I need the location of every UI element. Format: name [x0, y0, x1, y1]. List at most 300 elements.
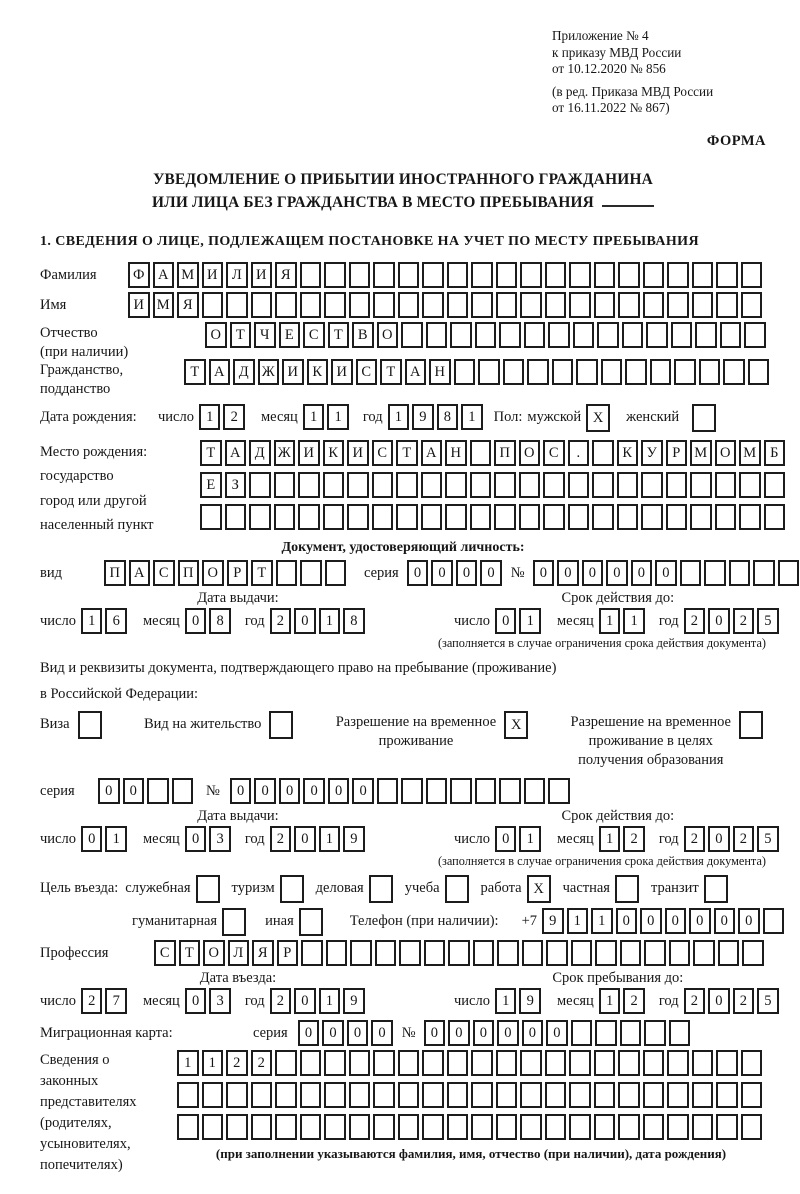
- char-box: [251, 292, 273, 318]
- purpose-private: [563, 875, 642, 903]
- purpose-work-checkbox[interactable]: [527, 875, 554, 903]
- char-box: [748, 359, 770, 385]
- char-box: 2: [270, 988, 292, 1014]
- char-box: Л: [226, 262, 248, 288]
- char-box: [622, 322, 644, 348]
- char-box: [520, 1082, 542, 1108]
- entry-month-input[interactable]: [185, 988, 234, 1014]
- id-doc-number-input[interactable]: [533, 560, 800, 586]
- char-box: [716, 292, 738, 318]
- char-box: А: [405, 359, 427, 385]
- temp-residence-edu-label-line2: проживание в целях: [588, 732, 713, 749]
- char-box: [300, 262, 322, 288]
- char-box: [421, 472, 443, 498]
- char-box: С: [154, 940, 176, 966]
- char-box: 2: [733, 988, 755, 1014]
- char-box: [300, 292, 322, 318]
- char-box: 1: [319, 608, 341, 634]
- field-patronymic: [40, 322, 766, 359]
- char-box: 0: [480, 560, 502, 586]
- month-label: месяц: [142, 992, 180, 1009]
- char-box: [373, 1050, 395, 1076]
- purpose-humanitarian-label: гуманитарная: [132, 912, 218, 929]
- char-box: О: [519, 440, 541, 466]
- char-box: [744, 322, 766, 348]
- char-box: [494, 472, 516, 498]
- char-box: [693, 940, 715, 966]
- char-box: Т: [179, 940, 201, 966]
- char-box: [372, 472, 394, 498]
- char-box: [349, 292, 371, 318]
- char-box: 1: [199, 404, 221, 430]
- char-box: [222, 908, 246, 936]
- char-box: [499, 778, 521, 804]
- form-title-line2: [40, 191, 766, 214]
- birthplace-row1-input[interactable]: [200, 440, 788, 466]
- temp-residence-checkbox[interactable]: [504, 711, 531, 739]
- char-box: [445, 504, 467, 530]
- char-box: [475, 322, 497, 348]
- char-box: [527, 359, 549, 385]
- representatives-label-line4: (родителях,: [40, 1114, 112, 1131]
- res-valid-day-input[interactable]: [495, 826, 544, 852]
- id-doc-type-input[interactable]: [104, 560, 349, 586]
- visa-checkbox[interactable]: [78, 711, 105, 739]
- char-box: [594, 1050, 616, 1076]
- char-box: С: [153, 560, 175, 586]
- char-box: [646, 322, 668, 348]
- char-box: И: [331, 359, 353, 385]
- char-box: 0: [606, 560, 628, 586]
- char-box: [300, 1050, 322, 1076]
- res-doc-dates: [40, 807, 772, 852]
- char-box: [324, 1114, 346, 1140]
- char-box: [251, 1082, 273, 1108]
- visa-label: Виза: [40, 715, 70, 732]
- char-box: [471, 1050, 493, 1076]
- char-box: С: [543, 440, 565, 466]
- purpose-official-checkbox[interactable]: [196, 875, 223, 903]
- char-box: [496, 1114, 518, 1140]
- char-box: 0: [279, 778, 301, 804]
- char-box: [369, 875, 393, 903]
- char-box: 0: [533, 560, 555, 586]
- char-box: [545, 262, 567, 288]
- char-box: Т: [396, 440, 418, 466]
- sex-male-checkbox[interactable]: [586, 404, 613, 432]
- purpose-other-label: иная: [265, 912, 294, 929]
- field-purpose-phone: [40, 908, 766, 936]
- char-box: [739, 711, 763, 739]
- purpose-transit: [651, 875, 731, 903]
- purpose-private-checkbox[interactable]: [615, 875, 642, 903]
- purpose-tourism-checkbox[interactable]: [280, 875, 307, 903]
- char-box: [729, 560, 751, 586]
- char-box: [447, 1114, 469, 1140]
- res-doc-series-label: серия: [40, 782, 75, 799]
- char-box: [499, 322, 521, 348]
- char-box: [592, 472, 614, 498]
- char-box: 1: [519, 608, 541, 634]
- char-box: Ж: [258, 359, 280, 385]
- form-title-line1: УВЕДОМЛЕНИЕ О ПРИБЫТИИ ИНОСТРАННОГО ГРАЖДАНИНА: [153, 170, 653, 188]
- char-box: [552, 359, 574, 385]
- char-box: [548, 322, 570, 348]
- char-box: [276, 560, 298, 586]
- purpose-transit-checkbox[interactable]: [704, 875, 731, 903]
- visit-purpose-label: Цель въезда:: [40, 879, 119, 896]
- entry-day-input[interactable]: [81, 988, 130, 1014]
- res-valid-month-input[interactable]: [599, 826, 648, 852]
- char-box: 0: [495, 826, 517, 852]
- char-box: Т: [251, 560, 273, 586]
- char-box: 2: [81, 988, 103, 1014]
- char-box: [349, 262, 371, 288]
- char-box: 0: [546, 1020, 568, 1046]
- char-box: А: [225, 440, 247, 466]
- char-box: 0: [407, 560, 429, 586]
- birthplace-row3-input[interactable]: [200, 504, 788, 530]
- birthplace-label: [40, 440, 200, 538]
- year-label: год: [244, 612, 265, 629]
- char-box: [401, 322, 423, 348]
- char-box: 6: [105, 608, 127, 634]
- birthplace-row2-input[interactable]: [200, 472, 788, 498]
- char-box: И: [251, 262, 273, 288]
- char-box: Н: [445, 440, 467, 466]
- res-issue-day-input[interactable]: [81, 826, 130, 852]
- char-box: [324, 292, 346, 318]
- char-box: [274, 472, 296, 498]
- id-issue-month-input[interactable]: [185, 608, 234, 634]
- char-box: 0: [298, 1020, 320, 1046]
- char-box: [470, 504, 492, 530]
- id-doc-series-input[interactable]: [407, 560, 505, 586]
- purpose-tourism-label: туризм: [231, 879, 275, 896]
- purpose-humanitarian-checkbox[interactable]: [222, 908, 249, 936]
- char-box: О: [715, 440, 737, 466]
- id-issue-year-input[interactable]: [270, 608, 368, 634]
- char-box: [764, 504, 786, 530]
- char-box: Е: [200, 472, 222, 498]
- char-box: [741, 1114, 763, 1140]
- char-box: [569, 1082, 591, 1108]
- char-box: [643, 262, 665, 288]
- representatives-row1-input[interactable]: [177, 1050, 765, 1076]
- option-visa: [40, 711, 105, 739]
- char-box: [280, 875, 304, 903]
- char-box: [690, 504, 712, 530]
- char-box: [569, 1050, 591, 1076]
- char-box: [692, 1050, 714, 1076]
- residence-permit-checkbox[interactable]: [269, 711, 296, 739]
- char-box: [226, 1114, 248, 1140]
- char-box: [742, 940, 764, 966]
- stay-month-input[interactable]: [599, 988, 648, 1014]
- month-label: месяц: [556, 992, 594, 1009]
- char-box: 0: [254, 778, 276, 804]
- temp-residence-edu-checkbox[interactable]: [739, 711, 766, 739]
- res-issue-date: [40, 808, 436, 852]
- res-valid-year-input[interactable]: [684, 826, 782, 852]
- char-box: А: [129, 560, 151, 586]
- profession-label: Профессия: [40, 944, 109, 961]
- id-issue-date: [40, 590, 436, 634]
- purpose-business: [316, 875, 396, 903]
- valid-until-heading: Срок действия до:: [561, 589, 675, 606]
- char-box: С: [356, 359, 378, 385]
- char-box: [692, 292, 714, 318]
- char-box: [202, 292, 224, 318]
- char-box: [447, 292, 469, 318]
- field-birthdate-sex: [40, 404, 766, 432]
- char-box: [741, 1082, 763, 1108]
- id-doc-dates: [40, 589, 772, 634]
- char-box: [202, 1082, 224, 1108]
- issue-date-heading: Дата выдачи:: [197, 807, 279, 824]
- char-box: [426, 778, 448, 804]
- purpose-other-checkbox[interactable]: [299, 908, 326, 936]
- char-box: 0: [631, 560, 653, 586]
- char-box: 1: [623, 608, 645, 634]
- char-box: [503, 359, 525, 385]
- id-valid-day-input[interactable]: [495, 608, 544, 634]
- char-box: [373, 1082, 395, 1108]
- char-box: Т: [184, 359, 206, 385]
- field-res-doc-series: [40, 778, 766, 804]
- entry-stay-dates: [40, 969, 772, 1014]
- char-box: [723, 359, 745, 385]
- char-box: П: [494, 440, 516, 466]
- field-visit-purpose: [40, 875, 766, 903]
- char-box: [715, 472, 737, 498]
- char-box: [202, 1114, 224, 1140]
- char-box: 0: [665, 908, 687, 934]
- char-box: 0: [495, 608, 517, 634]
- char-box: [401, 778, 423, 804]
- migration-series-input[interactable]: [298, 1020, 396, 1046]
- char-box: 0: [582, 560, 604, 586]
- purpose-other: [265, 908, 326, 936]
- char-box: [667, 262, 689, 288]
- char-box: З: [225, 472, 247, 498]
- char-box: [617, 472, 639, 498]
- char-box: 5: [757, 988, 779, 1014]
- char-box: 0: [185, 608, 207, 634]
- char-box: 1: [319, 988, 341, 1014]
- id-valid-month-input[interactable]: [599, 608, 648, 634]
- char-box: [545, 1114, 567, 1140]
- char-box: [475, 778, 497, 804]
- char-box: 2: [270, 608, 292, 634]
- profession-input[interactable]: [154, 940, 767, 966]
- purpose-business-checkbox[interactable]: [369, 875, 396, 903]
- month-label: месяц: [142, 830, 180, 847]
- char-box: [692, 404, 716, 432]
- res-issue-year-input[interactable]: [270, 826, 368, 852]
- char-box: [669, 1020, 691, 1046]
- day-label: число: [454, 612, 490, 629]
- char-box: 9: [343, 988, 365, 1014]
- char-box: [445, 472, 467, 498]
- sex-label: Пол:: [493, 408, 523, 425]
- char-box: [520, 262, 542, 288]
- char-box: Я: [275, 262, 297, 288]
- given-name-input[interactable]: [128, 292, 765, 318]
- id-valid-year-input[interactable]: [684, 608, 782, 634]
- res-doc-number-sign: №: [206, 782, 220, 799]
- day-label: число: [40, 830, 76, 847]
- char-box: Л: [228, 940, 250, 966]
- sex-female-checkbox[interactable]: [692, 404, 719, 432]
- char-box: 1: [177, 1050, 199, 1076]
- temp-residence-edu-label: [571, 711, 731, 770]
- birthplace-label-line4: населенный пункт: [40, 517, 154, 533]
- birthplace-inputs: [200, 440, 788, 536]
- char-box: [716, 1082, 738, 1108]
- char-box: [445, 875, 469, 903]
- char-box: 7: [105, 988, 127, 1014]
- char-box: [447, 1050, 469, 1076]
- char-box: В: [352, 322, 374, 348]
- char-box: 1: [599, 608, 621, 634]
- migration-series-label: серия: [253, 1024, 288, 1041]
- id-doc-series-label: серия: [364, 564, 399, 581]
- day-label: число: [40, 612, 76, 629]
- char-box: 1: [599, 988, 621, 1014]
- char-box: 8: [437, 404, 459, 430]
- representatives-label: [40, 1050, 177, 1176]
- migration-number-input[interactable]: [424, 1020, 694, 1046]
- char-box: X: [527, 875, 551, 903]
- char-box: 0: [424, 1020, 446, 1046]
- char-box: [739, 504, 761, 530]
- char-box: [618, 262, 640, 288]
- char-box: [524, 322, 546, 348]
- char-box: И: [298, 440, 320, 466]
- char-box: С: [303, 322, 325, 348]
- char-box: [569, 292, 591, 318]
- char-box: А: [153, 262, 175, 288]
- residence-permit-label: Вид на жительство: [143, 715, 262, 732]
- char-box: [753, 560, 775, 586]
- day-label: число: [454, 992, 490, 1009]
- char-box: [546, 940, 568, 966]
- stay-year-input[interactable]: [684, 988, 782, 1014]
- char-box: 0: [655, 560, 677, 586]
- birth-year-input[interactable]: [388, 404, 486, 430]
- form-title-line2-text: ИЛИ ЛИЦА БЕЗ ГРАЖДАНСТВА В МЕСТО ПРЕБЫВАНИЯ: [152, 193, 594, 211]
- char-box: [300, 1114, 322, 1140]
- char-box: 0: [352, 778, 374, 804]
- char-box: Т: [230, 322, 252, 348]
- char-box: 8: [343, 608, 365, 634]
- char-box: [666, 472, 688, 498]
- res-issue-month-input[interactable]: [185, 826, 234, 852]
- char-box: А: [209, 359, 231, 385]
- char-box: 9: [412, 404, 434, 430]
- char-box: [545, 1082, 567, 1108]
- birth-day-input[interactable]: [199, 404, 248, 430]
- patronymic-input[interactable]: [205, 322, 769, 348]
- res-doc-series-input[interactable]: [98, 778, 196, 804]
- char-box: 0: [473, 1020, 495, 1046]
- birth-month-input[interactable]: [303, 404, 352, 430]
- entry-year-input[interactable]: [270, 988, 368, 1014]
- char-box: [324, 1050, 346, 1076]
- char-box: [669, 940, 691, 966]
- id-issue-day-input[interactable]: [81, 608, 130, 634]
- year-label: год: [362, 408, 383, 425]
- purpose-official: [125, 875, 222, 903]
- migration-number-sign: №: [401, 1024, 416, 1041]
- char-box: [269, 711, 293, 739]
- char-box: [375, 940, 397, 966]
- citizenship-label-line1: Гражданство,: [40, 361, 124, 378]
- representatives-row3-input[interactable]: [177, 1114, 765, 1140]
- char-box: 9: [519, 988, 541, 1014]
- char-box: [543, 504, 565, 530]
- char-box: И: [282, 359, 304, 385]
- char-box: [594, 1114, 616, 1140]
- char-box: [601, 359, 623, 385]
- char-box: М: [153, 292, 175, 318]
- char-box: [447, 262, 469, 288]
- surname-input[interactable]: [128, 262, 765, 288]
- char-box: [422, 1050, 444, 1076]
- char-box: [147, 778, 169, 804]
- char-box: К: [307, 359, 329, 385]
- citizenship-input[interactable]: [184, 359, 772, 385]
- sex-male-label: мужской: [527, 408, 582, 425]
- char-box: П: [178, 560, 200, 586]
- char-box: [643, 1082, 665, 1108]
- field-citizenship: [40, 359, 766, 396]
- char-box: [300, 1082, 322, 1108]
- char-box: [471, 1082, 493, 1108]
- representatives-row2-input[interactable]: [177, 1082, 765, 1108]
- month-label: месяц: [142, 612, 180, 629]
- char-box: [300, 560, 322, 586]
- char-box: [643, 292, 665, 318]
- stay-day-input[interactable]: [495, 988, 544, 1014]
- char-box: [650, 359, 672, 385]
- appendix-block: [552, 28, 766, 117]
- char-box: 0: [294, 988, 316, 1014]
- purpose-study-checkbox[interactable]: [445, 875, 472, 903]
- representatives-note: (при заполнении указываются фамилия, имя, отчество (при наличии), дата рождения): [215, 1145, 727, 1161]
- char-box: X: [504, 711, 528, 739]
- phone-input[interactable]: [542, 908, 787, 934]
- field-surname: [40, 262, 766, 288]
- char-box: [225, 504, 247, 530]
- char-box: [522, 940, 544, 966]
- patronymic-label: [40, 322, 205, 362]
- char-box: [618, 292, 640, 318]
- char-box: М: [177, 262, 199, 288]
- title-blank-line: [602, 194, 654, 207]
- char-box: Ж: [274, 440, 296, 466]
- char-box: 0: [98, 778, 120, 804]
- char-box: Д: [249, 440, 271, 466]
- char-box: [643, 1114, 665, 1140]
- field-birthplace: [40, 440, 779, 538]
- char-box: [569, 1114, 591, 1140]
- char-box: [620, 1020, 642, 1046]
- res-doc-number-input[interactable]: [230, 778, 573, 804]
- char-box: [569, 262, 591, 288]
- char-box: [620, 940, 642, 966]
